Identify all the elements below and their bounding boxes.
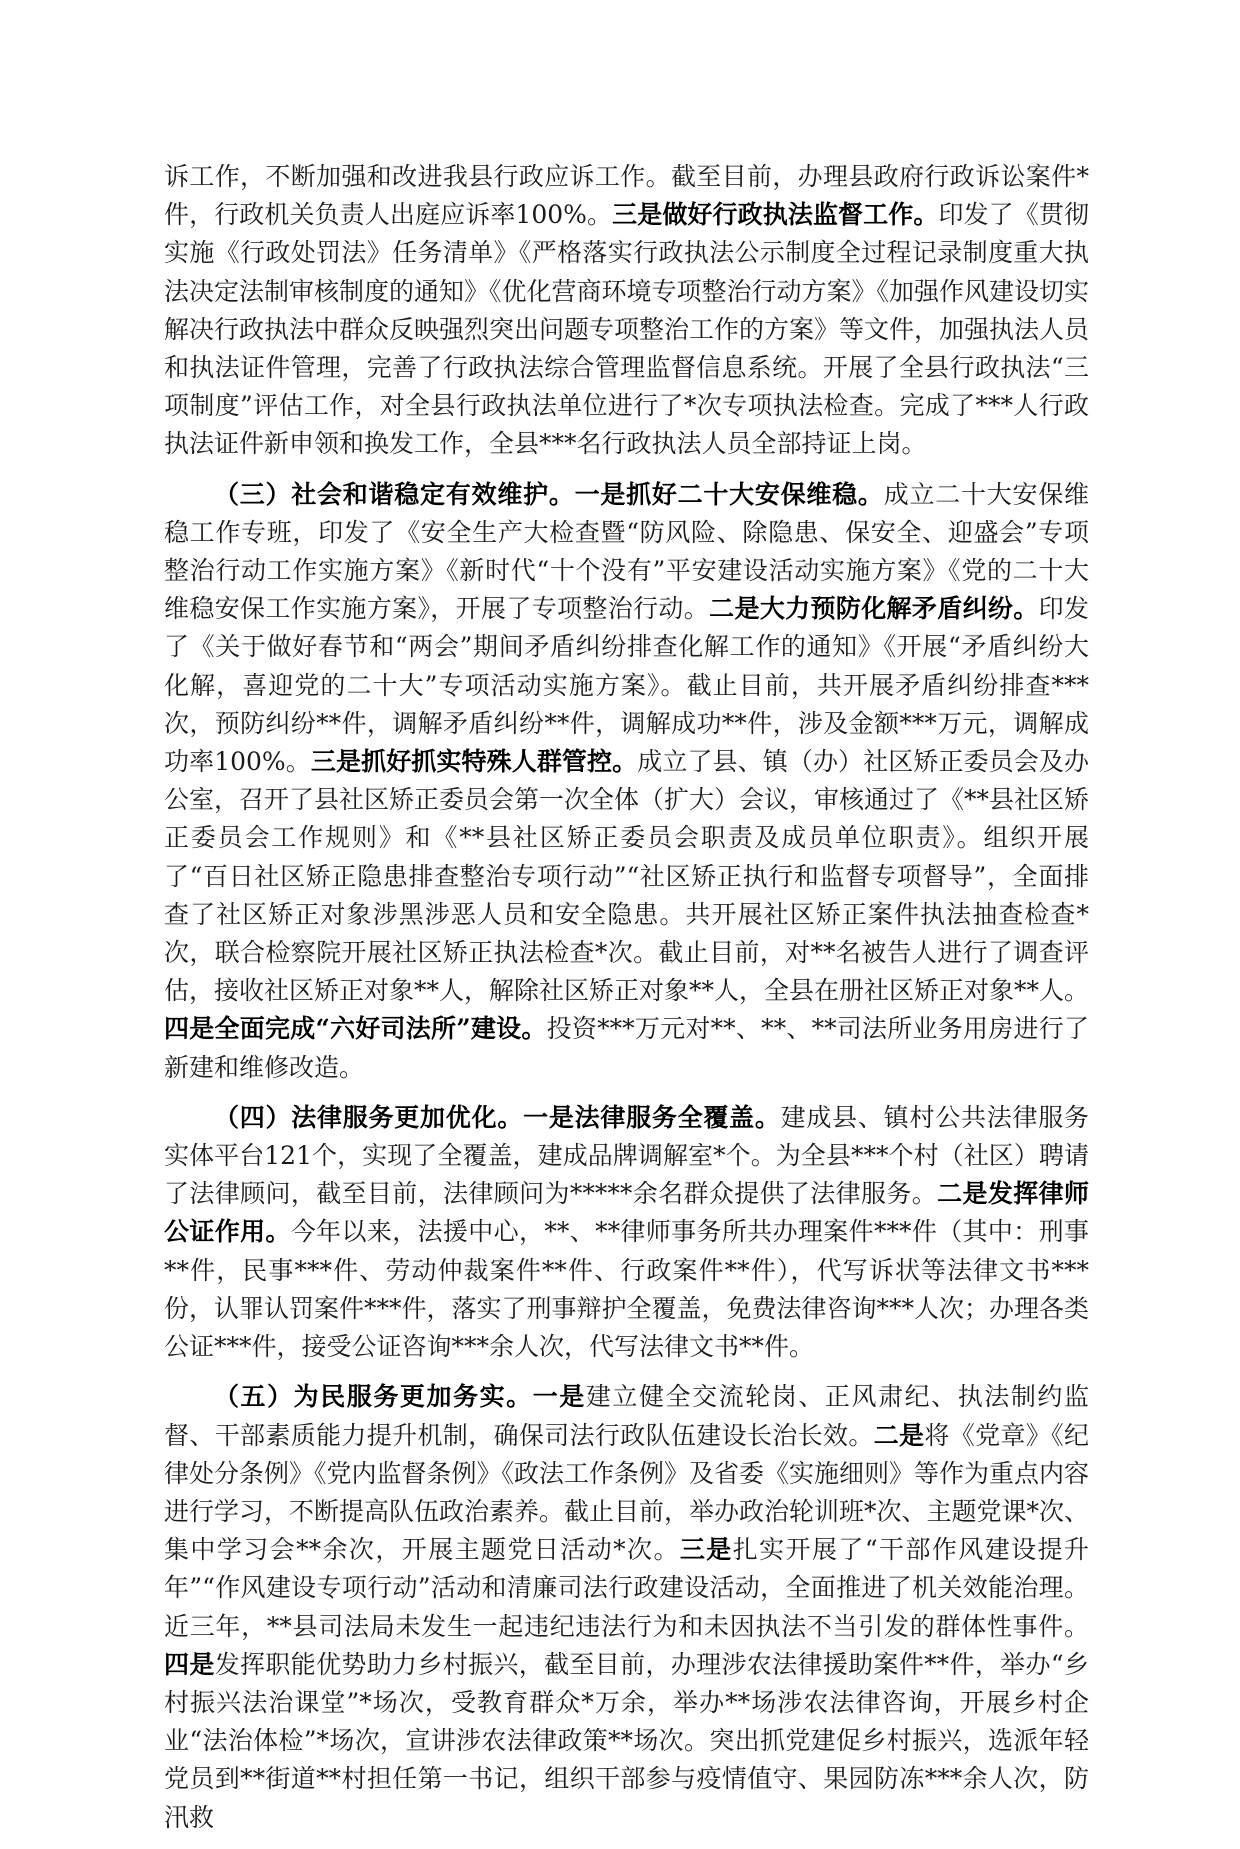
bold-heading-run: 四是全面完成“六好司法所”建设。	[164, 1014, 547, 1044]
bold-heading-run: 四是	[164, 1649, 215, 1679]
text-run: 扎实开展了“干部作风建设提升年”“作风建设专项行动”活动和清廉司法行政建设活动，全面推进了机关效能治理。近三年，**县司法局未发生一起违纪违法行为和未因执法不当引发的群体性事件。	[164, 1535, 1089, 1641]
bold-heading-run: 二是大力预防化解矛盾纠纷。	[709, 594, 1039, 624]
bold-heading-run: 三是	[679, 1535, 733, 1565]
text-run: 建成县、镇村公共法律服务实体平台121个，实现了全覆盖，建成品牌调解室*个。为全县***个村（社区）聘请了法律顾问，截至目前，法律顾问为*****余名群众提供了法律服务。	[164, 1102, 1089, 1209]
text-run: 诉工作，不断加强和改进我县行政应诉工作。截至目前，办理县政府行政诉讼案件*件，行政机关负责人出庭应诉率100%。	[164, 162, 1089, 230]
bold-heading-run: 三是做好行政执法监督工作。	[612, 200, 939, 230]
text-run: 印发了《贯彻实施《行政处罚法》任务清单》《严格落实行政执法公示制度全过程记录制度重大执法决定法制审核制度的通知》《优化营商环境专项整治行动方案》《加强作风建设切实解决行政执法中群众反映强烈突出问题专项整治工作的方案》等文件，加强执法人员和执法证件管理，完善了行政执法综合管理监督信息系统。开展了全县行政执法“三项制度”评估工作，对全县行政执法单位进行了*次专项执法检查。完成了***人行政执法证件新申领和换发工作，全县***名行政执法人员全部持证上岗。	[164, 200, 1090, 459]
section-heading-run: （五）为民服务更加务实。一是	[214, 1382, 586, 1412]
bold-heading-run: 二是	[873, 1420, 925, 1450]
paragraph-public-service	[164, 1378, 1089, 1836]
section-heading-run: （三）社会和谐稳定有效维护。一是抓好二十大安保维稳。	[214, 479, 884, 509]
document-page	[164, 158, 1089, 1849]
text-run: 将《党章》《纪律处分条例》《党内监督条例》《政法工作条例》及省委《实施细则》等作为重点内容进行学习，不断提高队伍政治素养。截止目前，举办政治轮训班*次、主题党课*次、集中学习会**余次，开展主题党日活动*次。	[164, 1420, 1090, 1565]
text-run: 投资***万元对**、**、**司法所业务用房进行了新建和维修改造。	[164, 1014, 1089, 1082]
section-heading-run: （四）法律服务更加优化。一是法律服务全覆盖。	[214, 1102, 781, 1132]
paragraph-legal-services	[164, 1099, 1089, 1366]
bold-heading-run: 二是发挥律师公证作用。	[164, 1179, 1089, 1247]
bold-heading-run: 三是抓好抓实特殊人群管控。	[310, 747, 638, 777]
text-run: 建立健全交流轮岗、正风肃纪、执法制约监督、干部素质能力提升机制，确保司法行政队伍建设长治长效。	[164, 1382, 1089, 1450]
text-run: 今年以来，法援中心，**、**律师事务所共办理案件***件（其中：刑事**件，民事***件、劳动仲裁案件**件、行政案件**件），代写诉状等法律文书***份，认罪认罚案件***件，落实了刑事辩护全覆盖，免费法律咨询***人次；办理各类公证***件，接受公证咨询***余人次，代写法律文书**件。	[164, 1217, 1090, 1362]
text-run: 印发了《关于做好春节和“两会”期间矛盾纠纷排查化解工作的通知》《开展“矛盾纠纷大化解，喜迎党的二十大”专项活动实施方案》。截止目前，共开展矛盾纠纷排查***次，预防纠纷**件，调解矛盾纠纷**件，调解成功**件，涉及金额***万元，调解成功率100%。	[164, 594, 1089, 777]
text-run: 成立了县、镇（办）社区矫正委员会及办公室，召开了县社区矫正委员会第一次全体（扩大）会议，审核通过了《**县社区矫正委员会工作规则》和《**县社区矫正委员会职责及成员单位职责》。组织开展了“百日社区矫正隐患排查整治专项行动”“社区矫正执行和监督专项督导”，全面排查了社区矫正对象涉黑涉恶人员和安全隐患。共开展社区矫正案件执法抽查检查*次，联合检察院开展社区矫正执法检查*次。截止目前，对**名被告人进行了调查评估，接收社区矫正对象**人，解除社区矫正对象**人，全县在册社区矫正对象**人。	[164, 747, 1090, 1006]
text-run: 发挥职能优势助力乡村振兴，截至目前，办理涉农法律援助案件**件，举办“乡村振兴法治课堂”*场次，受教育群众*万余，举办**场涉农法律咨询，开展乡村企业“法治体检”*场次，宣讲涉农法律政策**场次。突出抓党建促乡村振兴，选派年轻党员到**街道**村担任第一书记，组织干部参与疫情值守、果园防冻***余人次，防汛救	[164, 1649, 1089, 1832]
text-run: 成立二十大安保维稳工作专班，印发了《安全生产大检查暨“防风险、除隐患、保安全、迎盛会”专项整治行动工作实施方案》《新时代“十个没有”平安建设活动实施方案》《党的二十大维稳安保工作实施方案》，开展了专项整治行动。	[164, 479, 1089, 624]
paragraph-social-stability	[164, 476, 1089, 1087]
paragraph-administrative-supervision	[164, 158, 1089, 464]
